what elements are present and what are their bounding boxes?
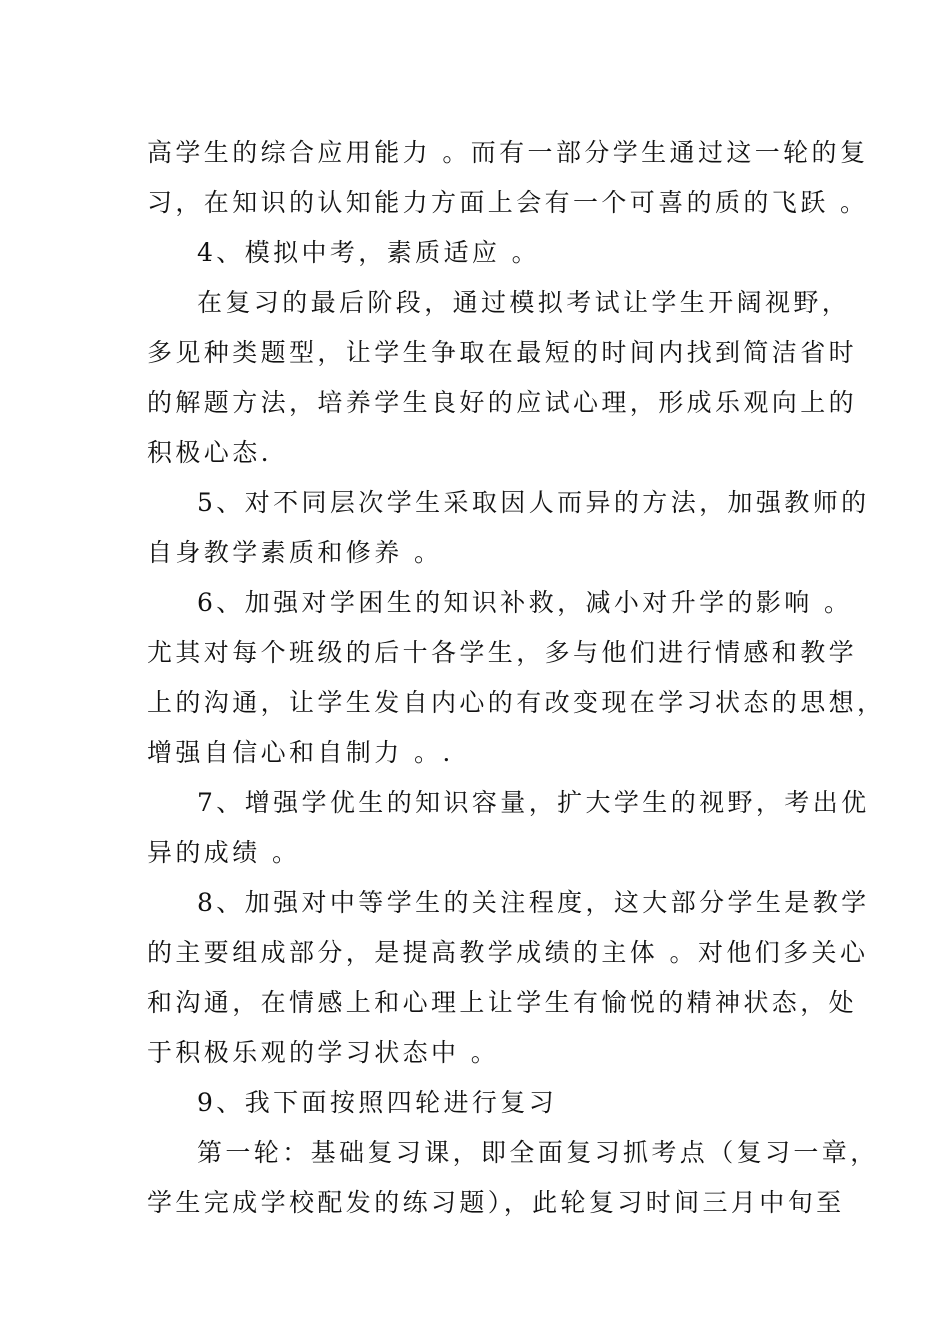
text-line: 高学生的综合应用能力 。而有一部分学生通过这一轮的复 [147, 138, 869, 167]
text-line: 上的沟通，让学生发自内心的有改变现在学习状态的思想， [147, 688, 886, 717]
text-line: 的主要组成部分，是提高教学成绩的主体 。对他们多关心 [147, 938, 869, 967]
text-line: 的解题方法，培养学生良好的应试心理，形成乐观向上的 [147, 388, 858, 417]
list-item-5: 5、对不同层次学生采取因人而异的方法，加强教师的 [197, 488, 870, 517]
text-line: 增强自信心和自制力 。. [147, 738, 454, 767]
text-line: 于积极乐观的学习状态中 。 [147, 1038, 500, 1067]
list-item-9: 9、我下面按照四轮进行复习 [197, 1088, 558, 1117]
text-line: 学生完成学校配发的练习题），此轮复习时间三月中旬至 [147, 1188, 845, 1217]
list-item-8: 8、加强对中等学生的关注程度，这大部分学生是教学 [197, 888, 870, 917]
paragraph-start: 第一轮：基础复习课，即全面复习抓考点（复习一章， [197, 1138, 879, 1167]
text-line: 习，在知识的认知能力方面上会有一个可喜的质的飞跃 。 [147, 188, 869, 217]
list-item-6: 6、加强对学困生的知识补救，减小对升学的影响 。 [197, 588, 853, 617]
text-line: 尤其对每个班级的后十各学生，多与他们进行情感和教学 [147, 638, 858, 667]
paragraph-start: 在复习的最后阶段，通过模拟考试让学生开阔视野， [197, 288, 851, 317]
text-line: 自身教学素质和修养 。 [147, 538, 443, 567]
text-line: 多见种类题型，让学生争取在最短的时间内找到简洁省时 [147, 338, 858, 367]
list-item-4: 4、模拟中考，素质适应 。 [197, 238, 541, 267]
list-item-7: 7、增强学优生的知识容量，扩大学生的视野，考出优 [197, 788, 870, 817]
text-line: 异的成绩 。 [147, 838, 301, 867]
text-line: 积极心态. [147, 438, 272, 467]
text-line: 和沟通，在情感上和心理上让学生有愉悦的精神状态，处 [147, 988, 858, 1017]
